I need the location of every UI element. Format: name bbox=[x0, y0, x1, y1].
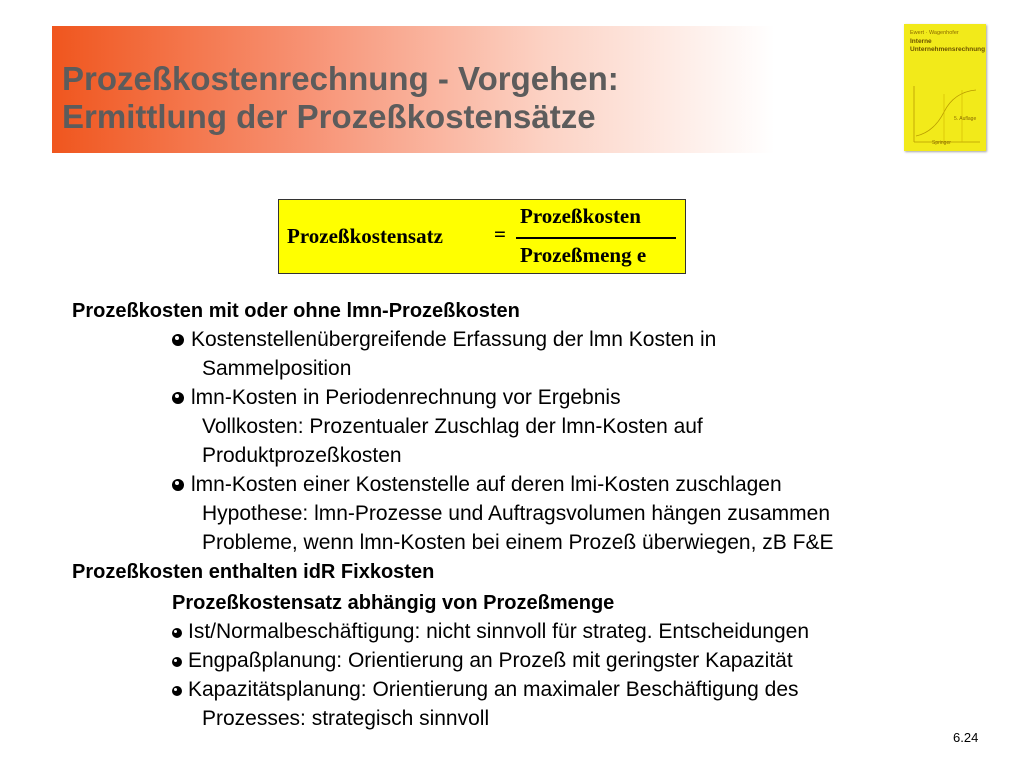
list-item-text: Kostenstellenübergreifende Erfassung der lmn Kosten in bbox=[191, 328, 717, 351]
list-item-text: Kapazitätsplanung: Orientierung an maximaler Beschäftigung des bbox=[188, 678, 799, 701]
formula-equals-sign: = bbox=[494, 222, 506, 246]
list-item bbox=[172, 619, 809, 645]
bullet-icon bbox=[172, 628, 182, 638]
page-number: 6.24 bbox=[953, 730, 979, 745]
fraction-bar bbox=[516, 237, 676, 239]
list-item-continuation: Probleme, wenn lmn-Kosten bei einem Prozeß überwiegen, zB F&E bbox=[202, 531, 834, 554]
list-item-continuation: Vollkosten: Prozentualer Zuschlag der lmn-Kosten auf bbox=[202, 415, 703, 438]
section-subheading: Prozeßkostensatz abhängig von Prozeßmenge bbox=[172, 592, 615, 614]
list-item-continuation: Prozesses: strategisch sinnvoll bbox=[202, 707, 490, 730]
list-item-text: Engpaßplanung: Orientierung an Prozeß mit geringster Kapazität bbox=[188, 649, 793, 672]
section-heading-2: Prozeßkosten enthalten idR Fixkosten bbox=[72, 561, 435, 583]
bullet-icon bbox=[172, 334, 184, 346]
list-item-text: lmn-Kosten in Periodenrechnung vor Ergebnis bbox=[191, 386, 621, 409]
book-title bbox=[910, 38, 986, 54]
slide-title-line-1: Prozeßkostenrechnung - Vorgehen: bbox=[62, 60, 619, 97]
slide-title bbox=[62, 60, 619, 136]
list-item-continuation: Produktprozeßkosten bbox=[202, 444, 402, 467]
list-item-continuation: Hypothese: lmn-Prozesse und Auftragsvolumen hängen zusammen bbox=[202, 502, 831, 525]
bullet-icon bbox=[172, 392, 184, 404]
list-item-continuation: Sammelposition bbox=[202, 357, 352, 380]
formula-lhs: Prozeßkostensatz bbox=[287, 224, 443, 248]
book-author: Ewert · Wagenhofer bbox=[910, 30, 959, 36]
bullet-icon bbox=[172, 657, 182, 667]
book-cover-image bbox=[904, 24, 986, 151]
book-title-line-2: Unternehmensrechnung bbox=[910, 46, 986, 53]
list-item bbox=[172, 648, 793, 674]
book-edition: 5. Auflage bbox=[954, 116, 977, 122]
list-item-text: Ist/Normalbeschäftigung: nicht sinnvoll für strateg. Entscheidungen bbox=[188, 620, 810, 643]
bullet-icon bbox=[172, 479, 184, 491]
section-heading-1: Prozeßkosten mit oder ohne lmn-Prozeßkosten bbox=[72, 300, 520, 322]
book-publisher: Springer bbox=[932, 140, 951, 146]
formula-numerator: Prozeßkosten bbox=[520, 204, 641, 228]
formula-denominator: Prozeßmeng e bbox=[520, 243, 647, 267]
formula-box bbox=[278, 199, 686, 274]
list-item bbox=[172, 385, 621, 411]
list-item bbox=[172, 677, 799, 703]
slide-title-line-2: Ermittlung der Prozeßkostensätze bbox=[62, 98, 596, 135]
book-title-line-1: Interne bbox=[910, 38, 932, 45]
list-item bbox=[172, 327, 716, 353]
list-item bbox=[172, 472, 782, 498]
list-item-text: lmn-Kosten einer Kostenstelle auf deren lmi-Kosten zuschlagen bbox=[191, 473, 782, 496]
bullet-icon bbox=[172, 686, 182, 696]
